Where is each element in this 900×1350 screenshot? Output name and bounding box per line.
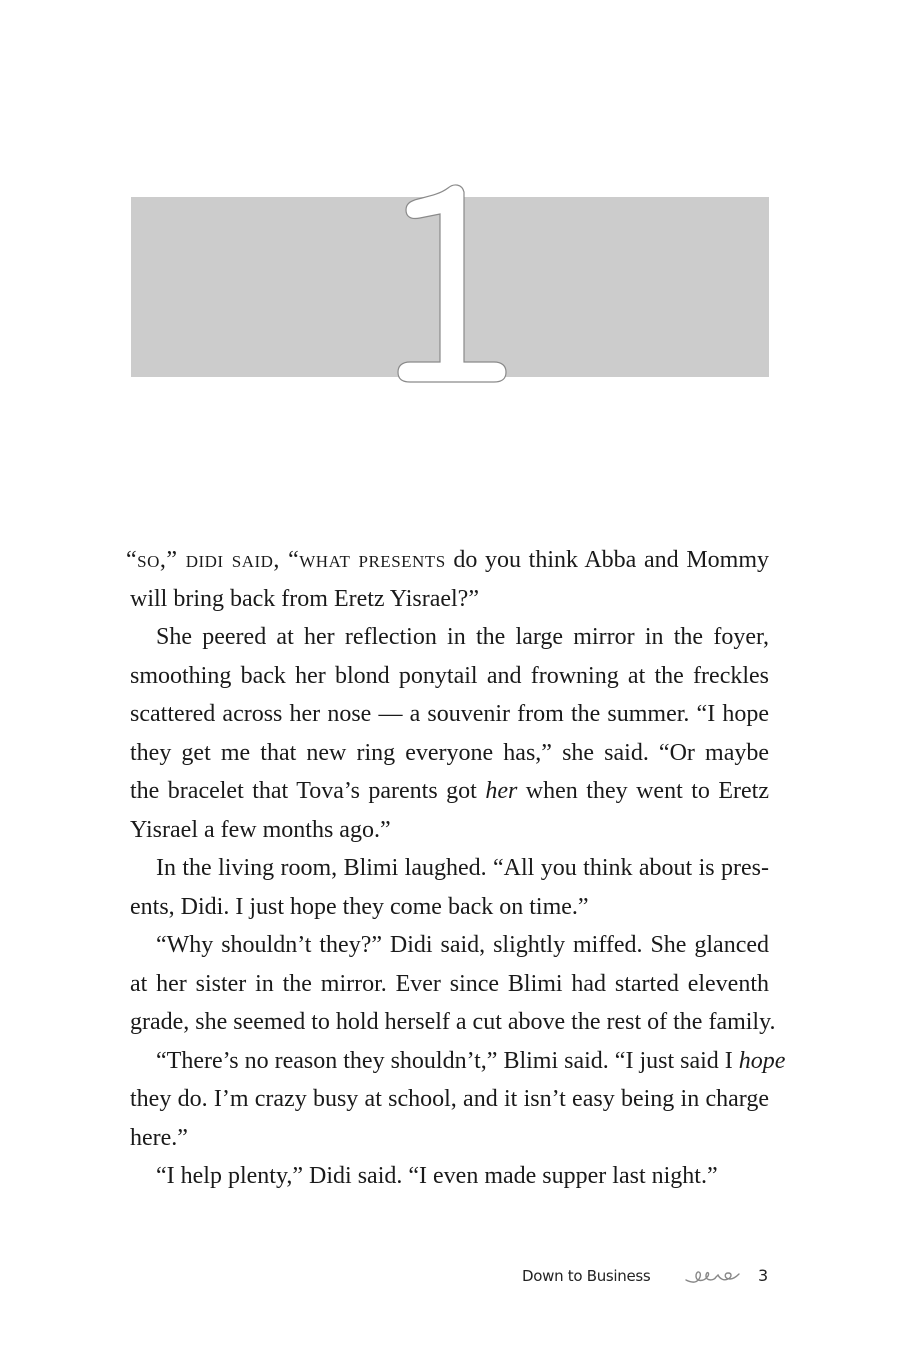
text-line — [130, 580, 769, 619]
text-line — [130, 657, 769, 696]
text-segment: will bring back from Eretz Yisrael?” — [130, 585, 479, 612]
text-segment: they do. I’m crazy busy at school, and it isn’t easy being in charge — [130, 1086, 769, 1112]
text-segment: when they went to Eretz — [517, 778, 769, 804]
text-segment: do you think Abba and Mommy — [445, 547, 770, 573]
text-line — [130, 888, 769, 927]
text-segment: ents, Didi. I just hope they come back on time.” — [130, 893, 589, 920]
text-line — [130, 1003, 776, 1042]
text-segment: smoothing back her blond ponytail and frowning at the freckles — [130, 662, 769, 689]
text-segment: hope — [738, 1047, 786, 1074]
chapter-body — [126, 541, 786, 1196]
text-line — [130, 849, 769, 888]
swirl-ornament-icon — [684, 1267, 740, 1287]
text-line — [130, 618, 769, 657]
text-segment: Yisrael a few months ago.” — [130, 816, 391, 843]
text-segment: they get me that new ring everyone has,” she said. “Or maybe — [130, 739, 769, 766]
running-footer — [520, 1265, 770, 1289]
text-segment: “Why shouldn’t they?” Didi said, slightly miffed. She glanced — [156, 932, 769, 958]
text-line — [130, 1080, 769, 1119]
text-line — [130, 734, 769, 773]
text-segment: her — [485, 778, 518, 804]
text-segment: scattered across her nose — a souvenir from the summer. “I hope — [130, 701, 769, 727]
text-segment: here.” — [130, 1124, 188, 1151]
text-line — [130, 772, 769, 811]
text-segment: In the living room, Blimi laughed. “All you think about is pres- — [156, 855, 769, 881]
text-segment: She peered at her reflection in the large mirror in the foyer, — [156, 624, 769, 650]
text-line — [130, 695, 769, 734]
text-segment: grade, she seemed to hold herself a cut above the rest of the family. — [130, 1009, 776, 1035]
text-line — [130, 811, 769, 850]
text-line — [130, 1157, 769, 1196]
text-line — [126, 541, 769, 580]
text-line — [130, 1042, 786, 1081]
text-line — [130, 1119, 769, 1158]
text-line — [130, 926, 769, 965]
text-segment: “There’s no reason they shouldn’t,” Blimi said. “I just said I — [156, 1047, 739, 1074]
text-segment: “I help plenty,” Didi said. “I even made supper last night.” — [156, 1163, 718, 1189]
text-segment: “so,” didi said, “what presents — [126, 547, 446, 573]
book-title: Down to Business — [522, 1267, 651, 1285]
chapter-number — [396, 180, 508, 388]
text-segment: the bracelet that Tova’s parents got — [130, 778, 486, 804]
text-segment: at her sister in the mirror. Ever since Blimi had started eleventh — [130, 970, 769, 997]
text-line — [130, 965, 769, 1004]
page-number: 3 — [758, 1266, 769, 1285]
